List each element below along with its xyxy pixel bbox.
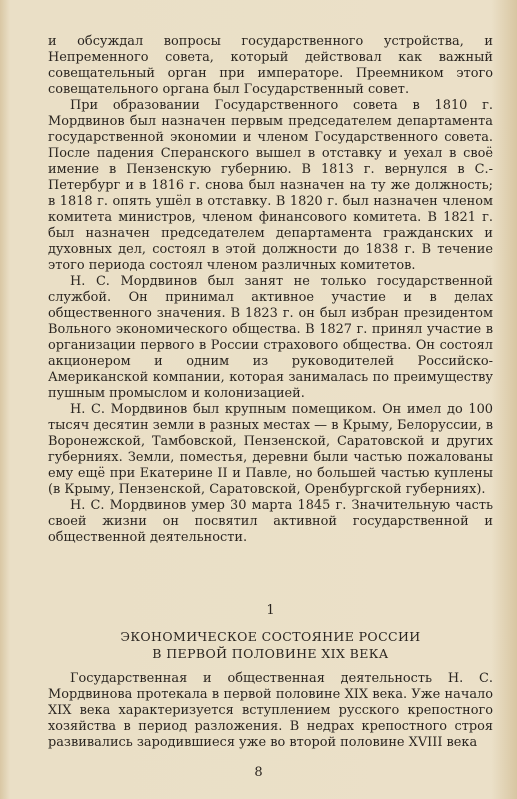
section-title-line: ЭКОНОМИЧЕСКОЕ СОСТОЯНИЕ РОССИИ: [120, 629, 421, 644]
paragraph: Н. С. Мордвинов был крупным помещиком. Он имел до 100 тысяч десятин земли в разных местах — в Крыму, Белоруссии, в Воронежской, Тамбовской, Пензенской, Саратовской и других губерниях. Земли, поместья, деревни были частью пожалованы ему ещё при Екатерине II и Павле, но большей частью куплены (в Крыму, Пензенской, Саратовской, Оренбургской губерниях).: [48, 402, 493, 497]
paragraph: и обсуждал вопросы государственного устройства, и Непременного совета, который действовал как важный совещательный орган при императоре. Преемником этого совещательного органа был Государственный совет.: [48, 34, 493, 97]
section-title-line: В ПЕРВОЙ ПОЛОВИНЕ XIX ВЕКА: [152, 646, 389, 661]
page-number: 8: [254, 765, 263, 780]
paragraph: Государственная и общественная деятельность Н. С. Мордвинова протекала в первой половине XIX века. Уже начало XIX века характеризуется вступлением русского крепостного хозяйства в период разложения. В недрах крепостного строя развивались зародившиеся уже во второй половине XVIII века: [48, 671, 493, 750]
main-text: [48, 34, 493, 546]
paragraph: Н. С. Мордвинов умер 30 марта 1845 г. Значительную часть своей жизни он посвятил активной государственной и общественной деятельности.: [48, 498, 493, 545]
section-number: 1: [266, 603, 275, 618]
paragraph: Н. С. Мордвинов был занят не только государственной службой. Он принимал активное участие и в делах общественного значения. В 1823 г. он был избран президентом Вольного экономического общества. В 1827 г. принял участие в организации первого в России страхового общества. Он состоял акционером и одним из руководителей Российско-Американской компании, которая занималась по преимуществу пушным промыслом и колонизацией.: [48, 274, 493, 401]
section-title: [48, 628, 493, 662]
section-text: [48, 671, 493, 751]
paragraph: При образовании Государственного совета в 1810 г. Мордвинов был назначен первым председателем департамента государственной экономии и членом Государственного совета. После падения Сперанского вышел в отставку и уехал в своё имение в Пензенскую губернию. В 1813 г. вернулся в С.-Петербург и в 1816 г. снова был назначен на ту же должность; в 1818 г. опять ушёл в отставку. В 1820 г. был назначен членом комитета министров, членом финансового комитета. В 1821 г. был назначен председателем департамента гражданских и духовных дел, состоял в этой должности до 1838 г. В течение этого периода состоял членом различных комитетов.: [48, 98, 493, 273]
